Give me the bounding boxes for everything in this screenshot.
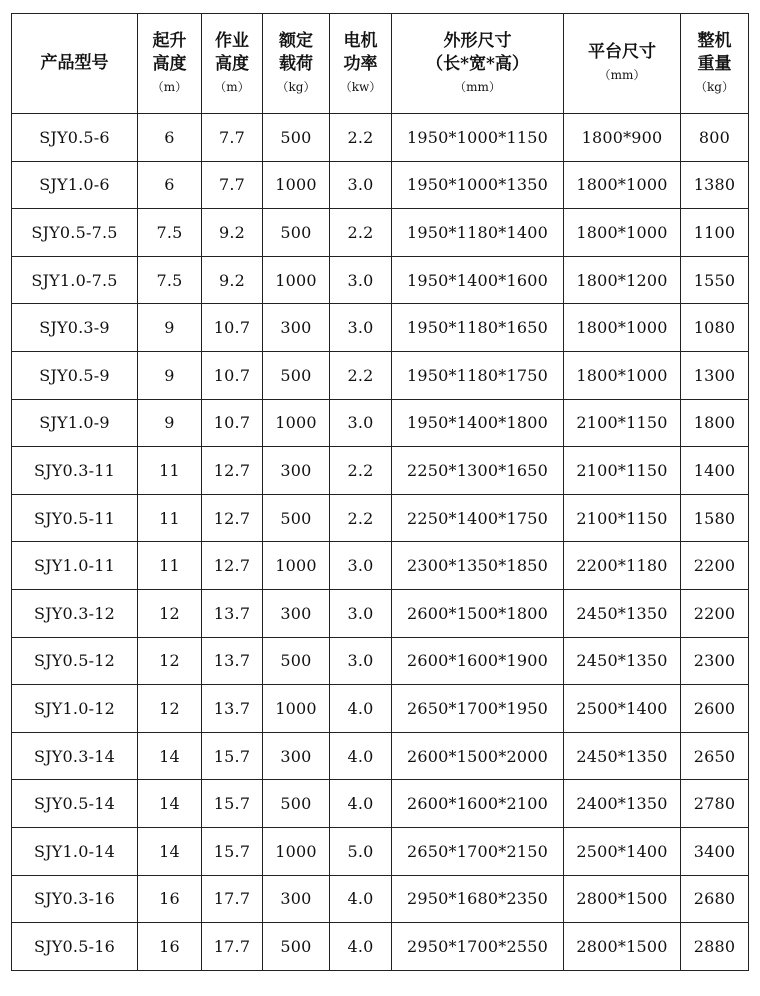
header-row — [12, 14, 749, 114]
table-row — [12, 637, 749, 685]
cell-model: SJY0.5-11 — [12, 494, 138, 542]
cell-machine-weight: 1550 — [681, 256, 749, 304]
table-row — [12, 923, 749, 971]
cell-machine-weight: 800 — [681, 114, 749, 162]
cell-rated-load: 1000 — [263, 542, 330, 590]
cell-machine-weight: 1380 — [681, 161, 749, 209]
cell-overall-dimensions: 2650*1700*1950 — [392, 685, 564, 733]
cell-model: SJY1.0-7.5 — [12, 256, 138, 304]
cell-working-height: 7.7 — [202, 161, 263, 209]
cell-platform-size: 2500*1400 — [564, 827, 681, 875]
cell-rated-load: 300 — [263, 447, 330, 495]
cell-working-height: 9.2 — [202, 256, 263, 304]
header-lift-height: 起升 高度 （m） — [138, 14, 202, 114]
cell-motor-power: 4.0 — [330, 875, 392, 923]
table-row — [12, 114, 749, 162]
cell-overall-dimensions: 2950*1700*2550 — [392, 923, 564, 971]
cell-motor-power: 3.0 — [330, 542, 392, 590]
cell-motor-power: 3.0 — [330, 399, 392, 447]
cell-platform-size: 1800*1000 — [564, 209, 681, 257]
cell-platform-size: 2800*1500 — [564, 923, 681, 971]
cell-working-height: 10.7 — [202, 351, 263, 399]
cell-rated-load: 500 — [263, 923, 330, 971]
cell-working-height: 9.2 — [202, 209, 263, 257]
cell-platform-size: 1800*1000 — [564, 161, 681, 209]
cell-working-height: 10.7 — [202, 304, 263, 352]
cell-overall-dimensions: 1950*1000*1350 — [392, 161, 564, 209]
cell-rated-load: 500 — [263, 209, 330, 257]
cell-machine-weight: 2780 — [681, 780, 749, 828]
cell-lift-height: 12 — [138, 637, 202, 685]
cell-motor-power: 4.0 — [330, 685, 392, 733]
cell-lift-height: 14 — [138, 827, 202, 875]
table-row — [12, 209, 749, 257]
cell-overall-dimensions: 1950*1000*1150 — [392, 114, 564, 162]
cell-motor-power: 4.0 — [330, 780, 392, 828]
cell-model: SJY0.3-16 — [12, 875, 138, 923]
cell-working-height: 17.7 — [202, 923, 263, 971]
cell-overall-dimensions: 1950*1180*1400 — [392, 209, 564, 257]
cell-working-height: 15.7 — [202, 732, 263, 780]
cell-rated-load: 1000 — [263, 256, 330, 304]
cell-model: SJY1.0-9 — [12, 399, 138, 447]
table-row — [12, 256, 749, 304]
cell-working-height: 17.7 — [202, 875, 263, 923]
cell-machine-weight: 2680 — [681, 875, 749, 923]
cell-platform-size: 1800*1200 — [564, 256, 681, 304]
cell-working-height: 10.7 — [202, 399, 263, 447]
cell-rated-load: 1000 — [263, 161, 330, 209]
cell-model: SJY0.5-12 — [12, 637, 138, 685]
cell-model: SJY1.0-14 — [12, 827, 138, 875]
cell-overall-dimensions: 2250*1300*1650 — [392, 447, 564, 495]
cell-rated-load: 500 — [263, 114, 330, 162]
cell-platform-size: 2100*1150 — [564, 494, 681, 542]
cell-model: SJY1.0-12 — [12, 685, 138, 733]
cell-machine-weight: 1300 — [681, 351, 749, 399]
cell-motor-power: 3.0 — [330, 256, 392, 304]
cell-working-height: 13.7 — [202, 589, 263, 637]
cell-working-height: 12.7 — [202, 542, 263, 590]
header-machine-weight: 整机 重量 （kg） — [681, 14, 749, 114]
header-rated-load: 额定 载荷 （kg） — [263, 14, 330, 114]
cell-rated-load: 300 — [263, 589, 330, 637]
cell-lift-height: 11 — [138, 494, 202, 542]
header-working-height: 作业 高度 （m） — [202, 14, 263, 114]
cell-platform-size: 2800*1500 — [564, 875, 681, 923]
cell-lift-height: 6 — [138, 114, 202, 162]
table-row — [12, 732, 749, 780]
cell-model: SJY0.3-12 — [12, 589, 138, 637]
table-row — [12, 875, 749, 923]
table-row — [12, 351, 749, 399]
cell-rated-load: 1000 — [263, 399, 330, 447]
cell-rated-load: 500 — [263, 637, 330, 685]
table-body — [12, 114, 749, 971]
cell-overall-dimensions: 2600*1500*1800 — [392, 589, 564, 637]
cell-platform-size: 2100*1150 — [564, 399, 681, 447]
cell-model: SJY0.5-16 — [12, 923, 138, 971]
cell-machine-weight: 2880 — [681, 923, 749, 971]
cell-lift-height: 11 — [138, 542, 202, 590]
cell-model: SJY1.0-6 — [12, 161, 138, 209]
cell-model: SJY0.5-7.5 — [12, 209, 138, 257]
cell-lift-height: 6 — [138, 161, 202, 209]
cell-working-height: 7.7 — [202, 114, 263, 162]
cell-platform-size: 1800*1000 — [564, 351, 681, 399]
cell-rated-load: 500 — [263, 780, 330, 828]
cell-lift-height: 11 — [138, 447, 202, 495]
cell-working-height: 13.7 — [202, 685, 263, 733]
cell-machine-weight: 1080 — [681, 304, 749, 352]
cell-working-height: 12.7 — [202, 494, 263, 542]
cell-motor-power: 2.2 — [330, 209, 392, 257]
cell-model: SJY0.5-9 — [12, 351, 138, 399]
table-row — [12, 161, 749, 209]
cell-working-height: 12.7 — [202, 447, 263, 495]
cell-rated-load: 500 — [263, 494, 330, 542]
cell-machine-weight: 1400 — [681, 447, 749, 495]
cell-rated-load: 1000 — [263, 827, 330, 875]
header-overall-dimensions: 外形尺寸 （长*宽*高） （mm） — [392, 14, 564, 114]
cell-motor-power: 5.0 — [330, 827, 392, 875]
cell-working-height: 15.7 — [202, 780, 263, 828]
cell-motor-power: 3.0 — [330, 304, 392, 352]
cell-model: SJY1.0-11 — [12, 542, 138, 590]
cell-platform-size: 1800*1000 — [564, 304, 681, 352]
cell-lift-height: 7.5 — [138, 256, 202, 304]
cell-motor-power: 2.2 — [330, 114, 392, 162]
cell-platform-size: 2450*1350 — [564, 637, 681, 685]
cell-working-height: 13.7 — [202, 637, 263, 685]
cell-lift-height: 14 — [138, 732, 202, 780]
cell-motor-power: 3.0 — [330, 637, 392, 685]
table-row — [12, 494, 749, 542]
cell-model: SJY0.3-14 — [12, 732, 138, 780]
cell-platform-size: 2400*1350 — [564, 780, 681, 828]
cell-overall-dimensions: 1950*1400*1800 — [392, 399, 564, 447]
table-row — [12, 827, 749, 875]
cell-rated-load: 500 — [263, 351, 330, 399]
cell-machine-weight: 1580 — [681, 494, 749, 542]
cell-rated-load: 1000 — [263, 685, 330, 733]
cell-machine-weight: 3400 — [681, 827, 749, 875]
cell-lift-height: 16 — [138, 875, 202, 923]
cell-machine-weight: 2650 — [681, 732, 749, 780]
cell-motor-power: 2.2 — [330, 494, 392, 542]
cell-platform-size: 2200*1180 — [564, 542, 681, 590]
table-row — [12, 780, 749, 828]
cell-model: SJY0.5-14 — [12, 780, 138, 828]
spec-table — [11, 13, 749, 971]
cell-lift-height: 7.5 — [138, 209, 202, 257]
cell-overall-dimensions: 2600*1600*1900 — [392, 637, 564, 685]
cell-lift-height: 16 — [138, 923, 202, 971]
cell-machine-weight: 2200 — [681, 589, 749, 637]
cell-rated-load: 300 — [263, 304, 330, 352]
table-row — [12, 685, 749, 733]
cell-lift-height: 12 — [138, 685, 202, 733]
table-row — [12, 447, 749, 495]
table-row — [12, 589, 749, 637]
cell-motor-power: 3.0 — [330, 589, 392, 637]
header-motor-power: 电机 功率 （kw） — [330, 14, 392, 114]
cell-overall-dimensions: 2600*1500*2000 — [392, 732, 564, 780]
cell-motor-power: 4.0 — [330, 923, 392, 971]
cell-overall-dimensions: 1950*1180*1750 — [392, 351, 564, 399]
cell-platform-size: 2100*1150 — [564, 447, 681, 495]
cell-lift-height: 14 — [138, 780, 202, 828]
cell-platform-size: 2500*1400 — [564, 685, 681, 733]
cell-platform-size: 1800*900 — [564, 114, 681, 162]
cell-machine-weight: 1100 — [681, 209, 749, 257]
table-row — [12, 542, 749, 590]
cell-motor-power: 2.2 — [330, 447, 392, 495]
cell-rated-load: 300 — [263, 732, 330, 780]
cell-lift-height: 12 — [138, 589, 202, 637]
cell-model: SJY0.5-6 — [12, 114, 138, 162]
cell-platform-size: 2450*1350 — [564, 732, 681, 780]
cell-machine-weight: 2300 — [681, 637, 749, 685]
cell-overall-dimensions: 2250*1400*1750 — [392, 494, 564, 542]
cell-machine-weight: 2600 — [681, 685, 749, 733]
cell-overall-dimensions: 1950*1400*1600 — [392, 256, 564, 304]
cell-model: SJY0.3-11 — [12, 447, 138, 495]
cell-motor-power: 4.0 — [330, 732, 392, 780]
cell-rated-load: 300 — [263, 875, 330, 923]
cell-overall-dimensions: 1950*1180*1650 — [392, 304, 564, 352]
table-row — [12, 304, 749, 352]
cell-machine-weight: 1800 — [681, 399, 749, 447]
cell-motor-power: 2.2 — [330, 351, 392, 399]
header-model: 产品型号 — [12, 14, 138, 114]
cell-motor-power: 3.0 — [330, 161, 392, 209]
cell-lift-height: 9 — [138, 351, 202, 399]
cell-working-height: 15.7 — [202, 827, 263, 875]
cell-machine-weight: 2200 — [681, 542, 749, 590]
cell-lift-height: 9 — [138, 399, 202, 447]
cell-model: SJY0.3-9 — [12, 304, 138, 352]
header-platform-size: 平台尺寸 （mm） — [564, 14, 681, 114]
cell-overall-dimensions: 2950*1680*2350 — [392, 875, 564, 923]
cell-overall-dimensions: 2600*1600*2100 — [392, 780, 564, 828]
cell-platform-size: 2450*1350 — [564, 589, 681, 637]
cell-overall-dimensions: 2300*1350*1850 — [392, 542, 564, 590]
table-row — [12, 399, 749, 447]
cell-overall-dimensions: 2650*1700*2150 — [392, 827, 564, 875]
cell-lift-height: 9 — [138, 304, 202, 352]
